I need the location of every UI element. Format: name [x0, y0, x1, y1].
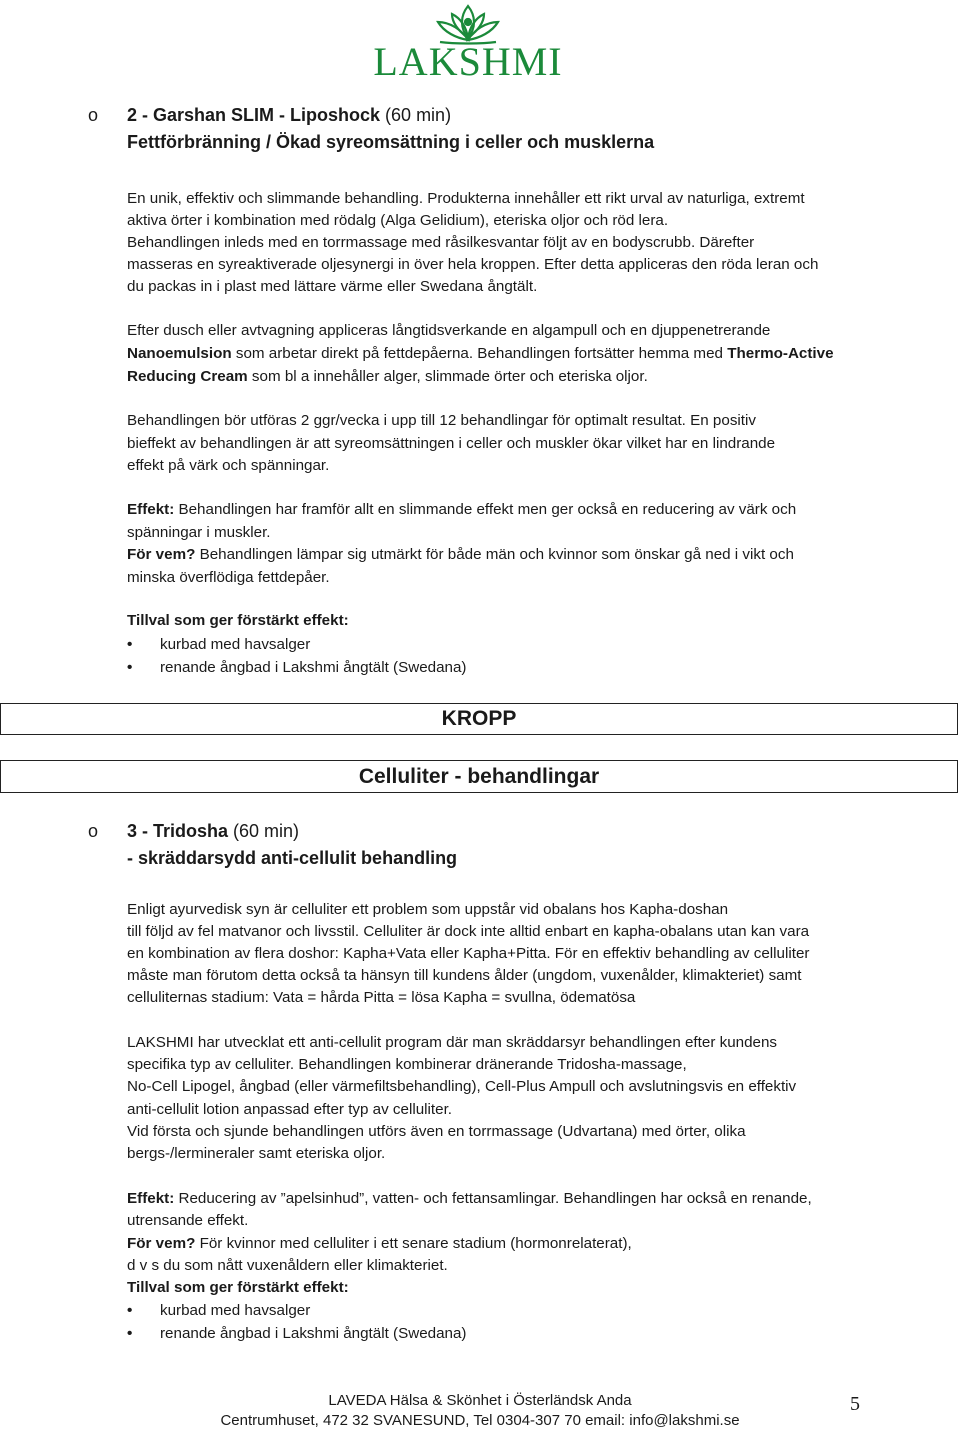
paragraph-line: Behandlingen inleds med en torrmassage med råsilkesvantar följt av en bodyscrubb. Därefter: [127, 234, 755, 251]
paragraph-line: d v s du som nått vuxenåldern eller klimakteriet.: [127, 1257, 448, 1274]
effekt-line: Effekt: Behandlingen har framför allt en slimmande effekt men ger också en reducering av värk och: [127, 501, 797, 518]
paragraph-line: aktiva örter i kombination med rödalg (Alga Gelidium), eteriska oljor och röd lera.: [127, 212, 669, 229]
section-title: 3 - Tridosha (60 min): [127, 821, 300, 841]
paragraph-line: effekt på värk och spänningar.: [127, 457, 330, 474]
banner-kropp: KROPP: [0, 703, 958, 735]
paragraph-line: specifika typ av celluliter. Behandlingen kombinerar dränerande Tridosha-massage,: [127, 1056, 687, 1073]
list-item: • kurbad med havsalger: [127, 1302, 311, 1319]
lakshmi-logo: [368, 2, 568, 82]
forvem-line: För vem? Behandlingen lämpar sig utmärkt för både män och kvinnor som önskar gå ned i vikt och: [127, 546, 794, 563]
paragraph-line: utrensande effekt.: [127, 1212, 249, 1229]
section-subtitle: - skräddarsydd anti-cellulit behandling: [127, 848, 458, 868]
logo-wordmark: LAKSHMI: [373, 39, 563, 84]
paragraph-line: Nanoemulsion som arbetar direkt på fettdepåerna. Behandlingen fortsätter hemma med Thermo-Active: [127, 345, 834, 362]
footer-company: LAVEDA Hälsa & Skönhet i Österländsk Anda: [328, 1392, 632, 1409]
list-item: • renande ångbad i Lakshmi ångtält (Swedana): [127, 1325, 467, 1342]
paragraph-line: spänningar i muskler.: [127, 524, 271, 541]
paragraph-line: Reducing Cream som bl a innehåller alger, slimmade örter och eteriska oljor.: [127, 368, 648, 385]
banner-celluliter: Celluliter - behandlingar: [0, 760, 958, 793]
paragraph-line: Efter dusch eller avtvagning appliceras långtidsverkande en algampull och en djuppenetrerande: [127, 322, 771, 339]
section-bullet: o: [88, 821, 99, 841]
forvem-line: För vem? För kvinnor med celluliter i ett senare stadium (hormonrelaterat),: [127, 1235, 632, 1252]
paragraph-line: LAKSHMI har utvecklat ett anti-cellulit program där man skräddarsyr behandlingen efter kundens: [127, 1034, 778, 1051]
paragraph-line: Behandlingen bör utföras 2 ggr/vecka i upp till 12 behandlingar för optimalt resultat. En positiv: [127, 412, 756, 429]
tillval-heading: Tillval som ger förstärkt effekt:: [127, 612, 349, 629]
paragraph-line: masseras en syreaktiverade oljesynergi in över hela kroppen. Efter detta appliceras den röda leran och: [127, 256, 819, 273]
paragraph-line: No-Cell Lipogel, ångbad (eller värmefiltsbehandling), Cell-Plus Ampull och avslutningsvis en effektiv: [127, 1078, 797, 1095]
tillval-heading: Tillval som ger förstärkt effekt:: [127, 1279, 349, 1296]
footer-contact: Centrumhuset, 472 32 SVANESUND, Tel 0304-307 70 email: info@lakshmi.se: [220, 1412, 740, 1429]
paragraph-line: en kombination av flera doshor: Kapha+Vata eller Kapha+Pitta. För en effektiv behandling av celluliter: [127, 945, 810, 962]
paragraph-line: bergs-/lermineraler samt eteriska oljor.: [127, 1145, 386, 1162]
section-subtitle: Fettförbränning / Ökad syreomsättning i celler och musklerna: [127, 132, 655, 152]
paragraph-line: måste man förutom detta också ta hänsyn till kundens ålder (ungdom, vuxenålder, klimakteriet) samt: [127, 967, 802, 984]
page-number: 5: [850, 1393, 860, 1415]
list-item: • kurbad med havsalger: [127, 636, 311, 653]
paragraph-line: anti-cellulit lotion anpassad efter typ av celluliter.: [127, 1101, 453, 1118]
paragraph-line: En unik, effektiv och slimmande behandling. Produkterna innehåller ett rikt urval av naturliga, extremt: [127, 190, 805, 207]
section-bullet: o: [88, 105, 99, 125]
paragraph-line: Enligt ayurvedisk syn är celluliter ett problem som uppstår vid obalans hos Kapha-doshan: [127, 901, 729, 918]
paragraph-line: Vid första och sjunde behandlingen utförs även en torrmassage (Udvartana) med örter, olika: [127, 1123, 746, 1140]
list-item: • renande ångbad i Lakshmi ångtält (Swedana): [127, 659, 467, 676]
paragraph-line: du packas in i plast med lättare värme eller Swedana ångtält.: [127, 278, 538, 295]
paragraph-line: bieffekt av behandlingen är att syreomsättningen i celler och muskler ökar vilket har en lindrande: [127, 435, 776, 452]
paragraph-line: minska överflödiga fettdepåer.: [127, 569, 330, 586]
paragraph-line: till följd av fel matvanor och livsstil. Celluliter är dock inte alltid enbart en kapha-obalans utan kan vara: [127, 923, 810, 940]
paragraph-line: celluliternas stadium: Vata = hårda Pitta = lösa Kapha = svullna, ödematösa: [127, 989, 636, 1006]
effekt-line: Effekt: Reducering av ”apelsinhud”, vatten- och fettansamlingar. Behandlingen har också en renande,: [127, 1190, 812, 1207]
section-title: 2 - Garshan SLIM - Liposhock (60 min): [127, 105, 452, 125]
